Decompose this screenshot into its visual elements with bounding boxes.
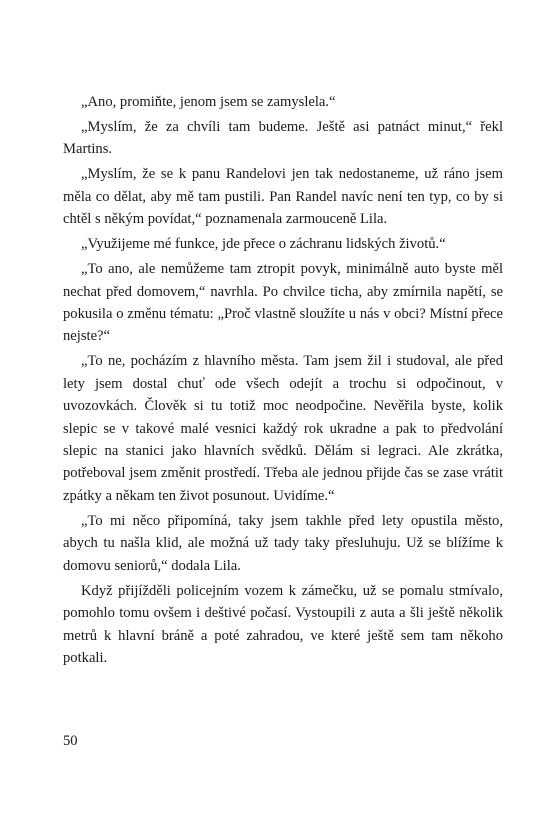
paragraph: „Využijeme mé funkce, jde přece o záchranu lidských životů.“ — [81, 236, 446, 253]
paragraph: „To mi něco připomíná, taky jsem takhle před lety opustila město, abych tu našla klid, ale možná už tady taky přesluhuju. Už se blížíme k domovu seniorů,“ dodala Lila. — [63, 512, 503, 574]
paragraph: „Myslím, že za chvíli tam budeme. Ještě asi patnáct minut,“ řekl Martins. — [63, 119, 503, 158]
body-text — [63, 91, 503, 672]
page-number: 50 — [63, 733, 78, 749]
paragraph: „To ano, ale nemůžeme tam ztropit povyk, minimálně auto byste měl nechat před domovem,“ navrhla. Po chvilce ticha, aby zmírnila napětí, se pokusila o změnu tématu: „Proč vlastně sloužíte u nás v obci? Místní přece nejste?“ — [63, 261, 503, 345]
paragraph: „To ne, pocházím z hlavního města. Tam jsem žil i studoval, ale před lety jsem dostal chuť ode všech odejít a trochu si odpočinout, v uvozovkách. Člověk si tu totiž moc neodpočine. Nevěřila byste, kolik slepic se v takové malé vesnici každý rok ukradne a pak to předvolání slepic na stanici jako hlavních svědků. Dělám si legraci. Ale zkrátka, potřeboval jsem změnit prostředí. Třeba ale jednou přijde čas se zase vrátit zpátky a někam ten život posunout. Uvidíme.“ — [63, 353, 503, 504]
paragraph: „Myslím, že se k panu Randelovi jen tak nedostaneme, už ráno jsem měla co dělat, aby mě tam pustili. Pan Randel navíc není ten typ, co by si chtěl s někým povídat,“ poznamenala zarmouceně Lila. — [63, 166, 503, 228]
paragraph: „Ano, promiňte, jenom jsem se zamyslela.“ — [81, 94, 336, 110]
paragraph: Když přijížděli policejním vozem k zámečku, už se pomalu stmívalo, pomohlo tomu ovšem i deštivé počasí. Vystoupili z auta a šli ještě několik metrů k hlavní bráně a poté zahradou, ve které ještě sem tam někoho potkali. — [63, 582, 503, 666]
